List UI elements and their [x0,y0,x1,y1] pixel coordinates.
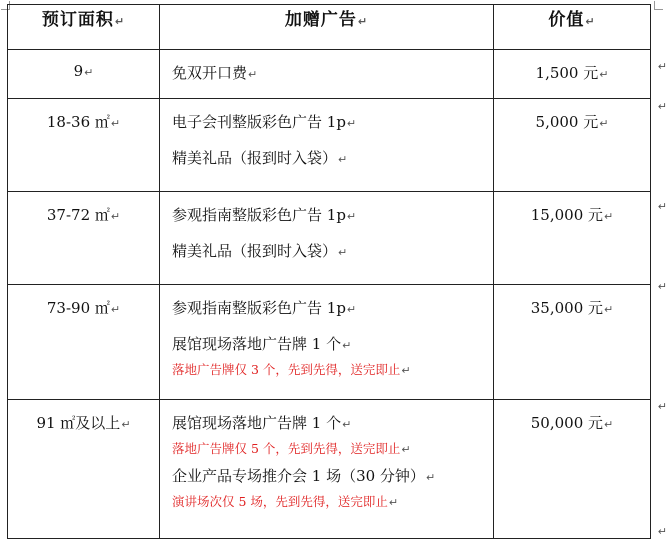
header-gift: 加赠广告↵ [160,5,494,50]
gift-cell [160,50,494,99]
gift-line: 展馆现场落地广告牌 1 个↵ [172,335,352,353]
value-cell: 15,000 元↵ [494,192,651,285]
table-row [8,400,651,539]
row-end-mark: ↵ [657,200,667,213]
gift-cell [160,400,494,539]
gift-cell [160,99,494,192]
limit-note: 落地广告牌仅 3 个，先到先得，送完即止↵ [172,362,411,377]
limit-note: 演讲场次仅 5 场，先到先得，送完即止↵ [172,494,399,509]
table-row [8,192,651,285]
row-end-mark: ↵ [657,525,667,538]
area-cell: 37-72 ㎡↵ [8,192,160,285]
gift-line: 参观指南整版彩色广告 1p↵ [172,206,357,224]
gift-line: 免双开口费↵ [172,64,258,82]
gift-line: 精美礼品（报到时入袋）↵ [172,242,348,260]
value-cell: 5,000 元↵ [494,99,651,192]
header-value: 价值↵ [494,5,651,50]
gift-line: 电子会刊整版彩色广告 1p↵ [172,113,357,131]
table-row [8,50,651,99]
row-end-mark: ↵ [657,60,667,73]
table-row [8,99,651,192]
value-cell: 1,500 元↵ [494,50,651,99]
gift-line: 精美礼品（报到时入袋）↵ [172,149,348,167]
table-row [8,285,651,400]
area-cell: 18-36 ㎡↵ [8,99,160,192]
area-cell: 73-90 ㎡↵ [8,285,160,400]
table-header-row [8,5,651,50]
area-cell: 91 ㎡及以上↵ [8,400,160,539]
area-cell: 9↵ [8,50,160,99]
header-area: 预订面积↵ [8,5,160,50]
row-end-mark: ↵ [657,100,667,113]
row-end-mark: ↵ [657,280,667,293]
page-corner-mark-top-right [654,1,663,10]
gift-line: 参观指南整版彩色广告 1p↵ [172,299,357,317]
gift-line: 展馆现场落地广告牌 1 个↵ [172,414,352,432]
gift-cell [160,192,494,285]
row-end-mark: ↵ [657,400,667,413]
benefits-table [7,4,651,539]
limit-note: 落地广告牌仅 5 个，先到先得，送完即止↵ [172,441,411,456]
gift-cell [160,285,494,400]
value-cell: 35,000 元↵ [494,285,651,400]
value-cell: 50,000 元↵ [494,400,651,539]
gift-line: 企业产品专场推介会 1 场（30 分钟）↵ [172,467,436,485]
